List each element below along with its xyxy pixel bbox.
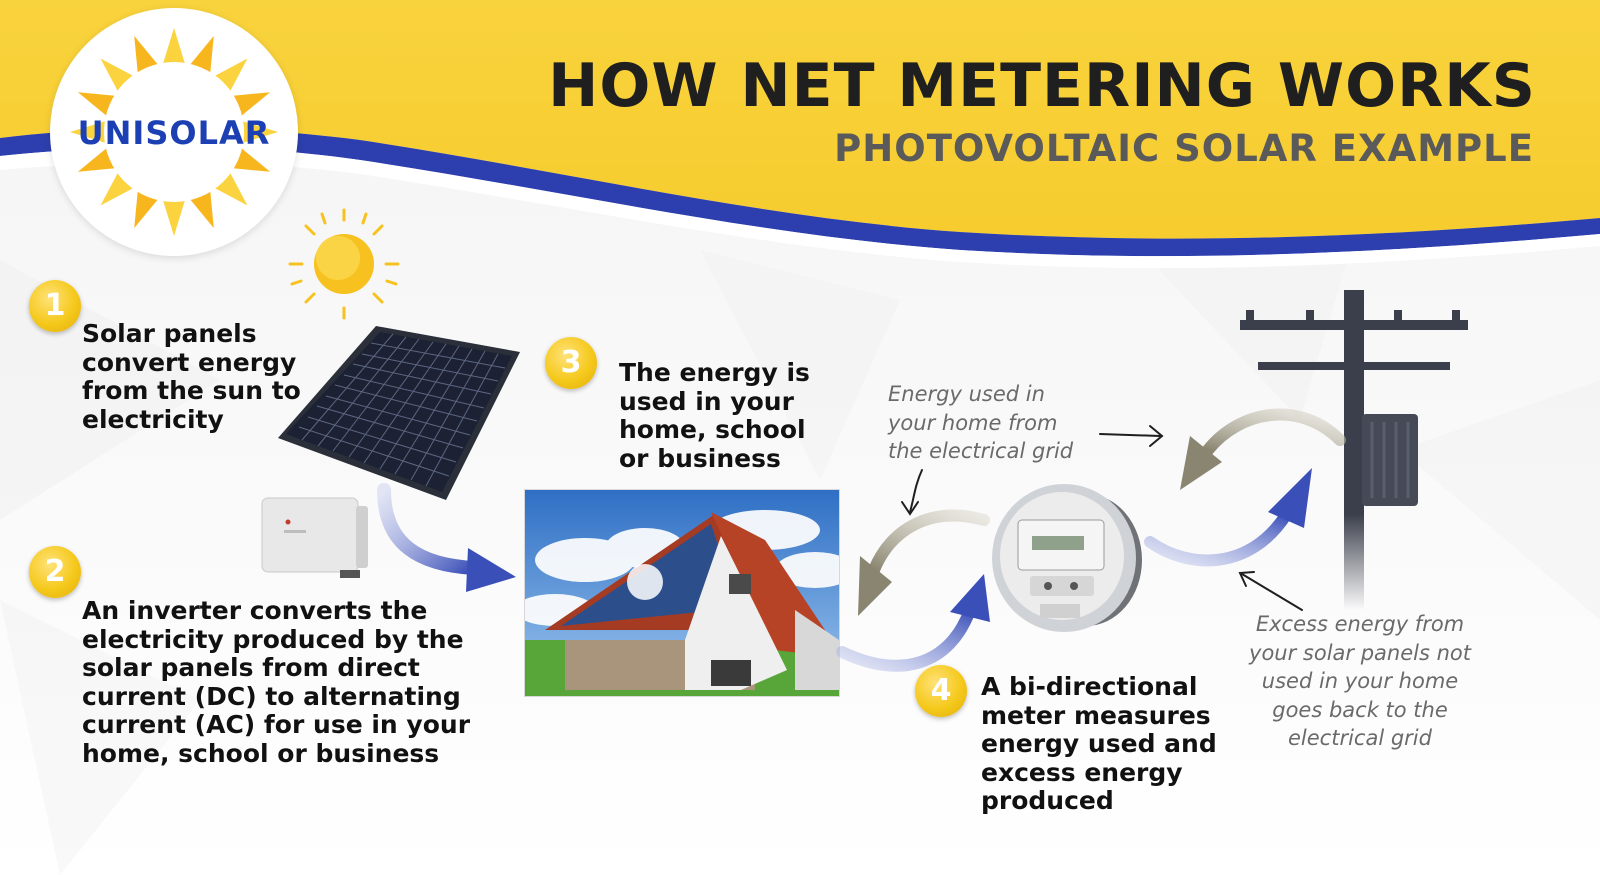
grid-in-line: the electrical grid [888,439,1074,463]
step-1-line: electricity [82,404,224,434]
step-3-line: home, school [619,415,806,444]
step-4-line: energy used and [981,729,1217,758]
step-2-line: solar panels from direct [82,653,420,682]
step-3-line: used in your [619,386,794,416]
grid-out-line: electrical grid [1288,726,1432,750]
grid-out-note [1222,610,1498,753]
step-2-line: home, school or business [82,738,440,768]
step-1-text [82,320,301,434]
step-2-line: electricity produced by the [82,624,464,654]
arrow-grid-to-meter [1180,415,1340,490]
step-2-line: An inverter converts the [82,596,428,625]
step-1-line: from the sun to [82,376,301,405]
arrow-panel-to-house [384,490,516,592]
grid-in-line: your home from [888,410,1058,435]
step-2-badge: 2 [29,546,81,598]
step-4-line: produced [981,786,1114,815]
step-3-text [619,359,810,473]
step-3-line: or business [619,443,781,473]
arrow-meter-to-grid [1150,468,1312,560]
step-2-line: current (AC) for use in your [82,710,471,739]
step-4-line: excess energy [981,757,1183,787]
grid-out-line: goes back to the [1272,697,1448,722]
step-1-badge: 1 [29,280,81,332]
step-4-text [981,673,1217,816]
grid-in-line: Energy used in [888,382,1045,406]
brand-name: UNISOLAR [77,114,271,152]
step-4-badge: 4 [915,665,967,717]
step-1-line: Solar panels [82,319,257,348]
step-4-line: A bi-directional [981,672,1198,701]
grid-out-line: your solar panels not [1249,640,1471,665]
step-1-line: convert energy [82,347,297,377]
step-2-text [82,597,470,768]
page-title: HOW NET METERING WORKS [548,51,1536,121]
step-2-line: current (DC) to alternating [82,681,461,711]
step-3-line: The energy is [619,358,810,387]
step-4-line: meter measures [981,700,1211,730]
grid-out-line: Excess energy from [1255,612,1465,636]
grid-in-note [888,380,1073,466]
grid-out-line: used in your home [1261,669,1459,693]
page-subtitle: PHOTOVOLTAIC SOLAR EXAMPLE [834,127,1534,170]
step-3-badge: 3 [545,337,597,389]
